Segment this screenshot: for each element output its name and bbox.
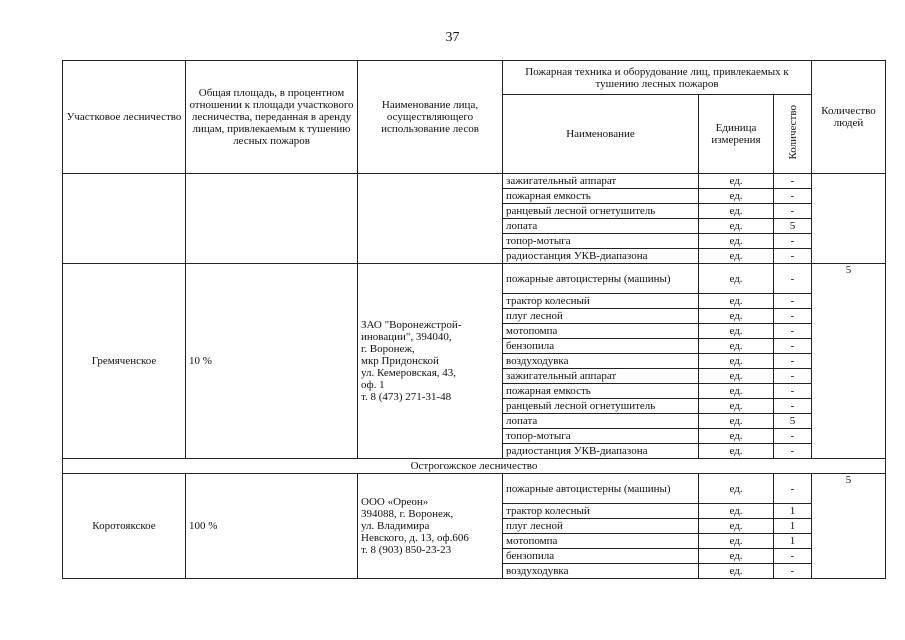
- equipment-name: лопата: [503, 414, 699, 429]
- page-number: 37: [445, 30, 460, 45]
- header-quantity: [774, 95, 812, 174]
- district-cell: Гремяченское: [63, 264, 186, 459]
- area-cell: 10 %: [186, 264, 358, 459]
- equipment-quantity: -: [774, 339, 812, 354]
- equipment-quantity: 1: [774, 534, 812, 549]
- equipment-name: пожарная емкость: [503, 189, 699, 204]
- equipment-name: радиостанция УКВ-диапазона: [503, 249, 699, 264]
- equipment-quantity: -: [774, 549, 812, 564]
- equipment-quantity: -: [774, 189, 812, 204]
- equipment-unit: ед.: [699, 294, 774, 309]
- district-cell: [63, 174, 186, 264]
- equipment-quantity: -: [774, 294, 812, 309]
- equipment-unit: ед.: [699, 429, 774, 444]
- equipment-unit: ед.: [699, 369, 774, 384]
- equipment-name: ранцевый лесной огнетушитель: [503, 399, 699, 414]
- header-area: Общая площадь, в процентном отношении к площади участкового лесничества, переданная в аренду лицам, привлекаемым к тушению лесных пожаров: [186, 61, 358, 174]
- equipment-quantity: -: [774, 264, 812, 294]
- equipment-name: топор-мотыга: [503, 429, 699, 444]
- equipment-quantity: -: [774, 204, 812, 219]
- table-body: [63, 61, 886, 579]
- equipment-quantity: -: [774, 429, 812, 444]
- equipment-quantity: -: [774, 564, 812, 579]
- header-people: Количество людей: [812, 61, 886, 174]
- equipment-unit: ед.: [699, 399, 774, 414]
- equipment-unit: ед.: [699, 219, 774, 234]
- equipment-quantity: -: [774, 354, 812, 369]
- equipment-quantity: -: [774, 309, 812, 324]
- entity-line: оф. 1: [361, 379, 385, 391]
- equipment-unit: ед.: [699, 549, 774, 564]
- entity-line: 394088, г. Воронеж,: [361, 508, 454, 520]
- equipment-unit: ед.: [699, 519, 774, 534]
- equipment-unit: ед.: [699, 189, 774, 204]
- equipment-unit: ед.: [699, 204, 774, 219]
- header-row-1: [63, 61, 886, 95]
- entity-line: г. Воронеж,: [361, 343, 415, 355]
- equipment-name: пожарные автоцистерны (машины): [503, 264, 699, 294]
- equipment-unit: ед.: [699, 249, 774, 264]
- equipment-unit: ед.: [699, 354, 774, 369]
- equipment-quantity: -: [774, 444, 812, 459]
- equipment-quantity: -: [774, 174, 812, 189]
- equipment-unit: ед.: [699, 339, 774, 354]
- equipment-unit: ед.: [699, 474, 774, 504]
- entity-line: т. 8 (903) 850-23-23: [361, 544, 452, 556]
- entity-cell: [358, 174, 503, 264]
- equipment-unit: ед.: [699, 309, 774, 324]
- equipment-name: бензопила: [503, 339, 699, 354]
- section-row: [63, 459, 886, 474]
- people-count: [812, 174, 886, 264]
- table-row: [63, 264, 886, 294]
- header-name: Наименование: [503, 95, 699, 174]
- header-unit: Единица измерения: [699, 95, 774, 174]
- equipment-name: плуг лесной: [503, 309, 699, 324]
- equipment-name: воздуходувка: [503, 564, 699, 579]
- equipment-quantity: -: [774, 234, 812, 249]
- section-title: Острогожское лесничество: [63, 459, 886, 474]
- equipment-name: трактор колесный: [503, 504, 699, 519]
- equipment-unit: ед.: [699, 324, 774, 339]
- people-count: 5: [812, 264, 886, 459]
- equipment-name: лопата: [503, 219, 699, 234]
- equipment-name: воздуходувка: [503, 354, 699, 369]
- equipment-name: зажигательный аппарат: [503, 174, 699, 189]
- equipment-name: плуг лесной: [503, 519, 699, 534]
- header-equipment-group: Пожарная техника и оборудование лиц, привлекаемых к тушению лесных пожаров: [503, 61, 812, 95]
- district-cell: Коротоякское: [63, 474, 186, 579]
- entity-line: мкр Придонской: [361, 355, 439, 367]
- equipment-unit: ед.: [699, 534, 774, 549]
- area-cell: 100 %: [186, 474, 358, 579]
- equipment-quantity: -: [774, 384, 812, 399]
- equipment-quantity: -: [774, 369, 812, 384]
- equipment-name: бензопила: [503, 549, 699, 564]
- equipment-unit: ед.: [699, 174, 774, 189]
- equipment-unit: ед.: [699, 384, 774, 399]
- equipment-name: мотопомпа: [503, 534, 699, 549]
- equipment-quantity: 1: [774, 504, 812, 519]
- equipment-name: трактор колесный: [503, 294, 699, 309]
- entity-cell: [358, 474, 503, 579]
- equipment-quantity: -: [774, 249, 812, 264]
- equipment-quantity: -: [774, 324, 812, 339]
- equipment-unit: ед.: [699, 234, 774, 249]
- equipment-name: зажигательный аппарат: [503, 369, 699, 384]
- entity-line: ООО «Ореон»: [361, 496, 429, 508]
- entity-line: ул. Владимира: [361, 520, 430, 532]
- entity-line: Невского, д. 13, оф.606: [361, 532, 469, 544]
- entity-line: иновации", 394040,: [361, 331, 452, 343]
- equipment-quantity: 1: [774, 519, 812, 534]
- equipment-quantity: 5: [774, 414, 812, 429]
- equipment-name: ранцевый лесной огнетушитель: [503, 204, 699, 219]
- equipment-quantity: 5: [774, 219, 812, 234]
- table-row: [63, 474, 886, 504]
- people-count: 5: [812, 474, 886, 579]
- entity-line: ЗАО "Воронежстрой-: [361, 319, 462, 331]
- equipment-unit: ед.: [699, 444, 774, 459]
- equipment-name: мотопомпа: [503, 324, 699, 339]
- entity-line: т. 8 (473) 271-31-48: [361, 391, 452, 403]
- area-cell: [186, 174, 358, 264]
- equipment-unit: ед.: [699, 564, 774, 579]
- entity-cell: [358, 264, 503, 459]
- equipment-name: пожарные автоцистерны (машины): [503, 474, 699, 504]
- equipment-name: радиостанция УКВ-диапазона: [503, 444, 699, 459]
- equipment-unit: ед.: [699, 414, 774, 429]
- entity-line: ул. Кемеровская, 43,: [361, 367, 457, 379]
- header-district: Участковое лесничество: [63, 61, 186, 174]
- equipment-name: пожарная емкость: [503, 384, 699, 399]
- fire-equipment-table: [62, 60, 886, 579]
- equipment-unit: ед.: [699, 504, 774, 519]
- header-quantity-label: Количество: [786, 105, 799, 160]
- equipment-unit: ед.: [699, 264, 774, 294]
- equipment-name: топор-мотыга: [503, 234, 699, 249]
- header-entity: Наименование лица, осуществляющего использование лесов: [358, 61, 503, 174]
- equipment-quantity: -: [774, 399, 812, 414]
- table-row: [63, 174, 886, 189]
- equipment-quantity: -: [774, 474, 812, 504]
